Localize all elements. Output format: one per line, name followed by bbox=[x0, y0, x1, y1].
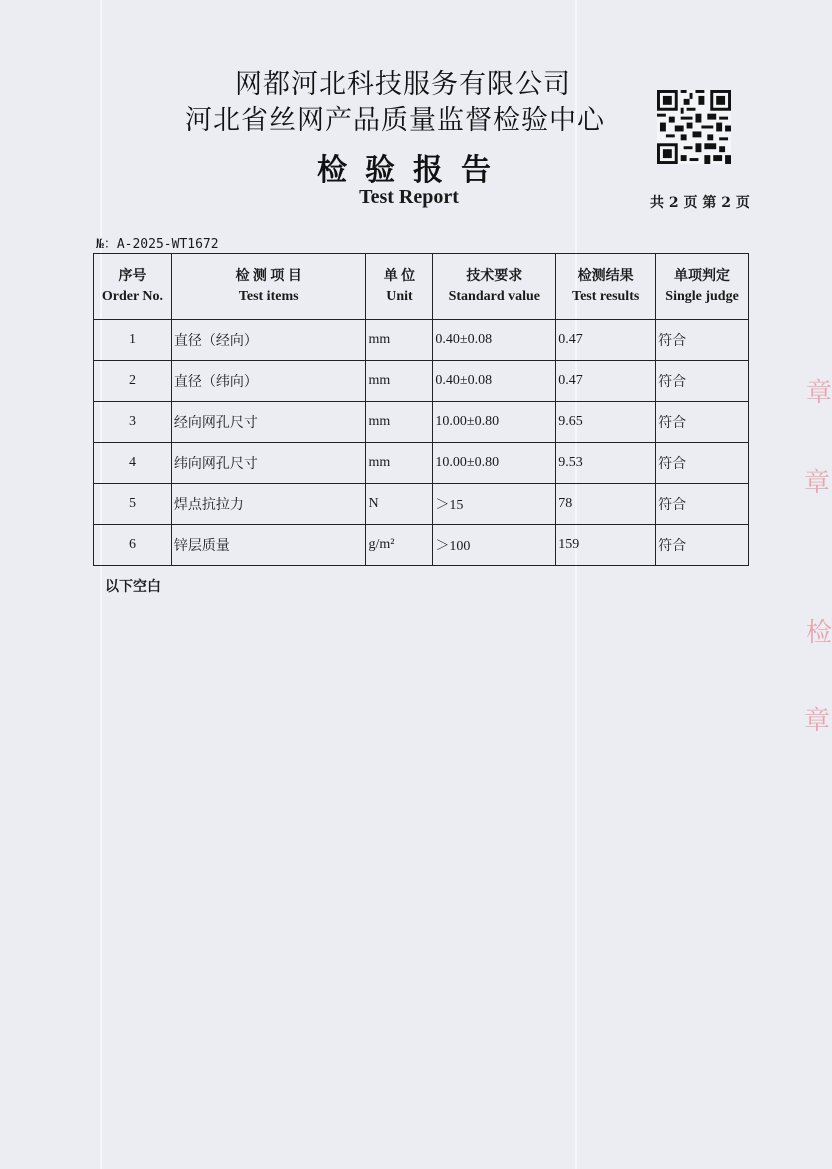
cell-standard: ＞15 bbox=[433, 484, 556, 525]
report-number: №：A-2025-WT1672 bbox=[96, 237, 219, 252]
cell-unit: mm bbox=[366, 402, 433, 443]
table-row bbox=[94, 443, 749, 484]
page-info: 共 2 页 第 2 页 bbox=[650, 195, 750, 211]
cell-judge: 符合 bbox=[656, 361, 749, 402]
table-row bbox=[94, 320, 749, 361]
center-name: 河北省丝网产品质量监督检验中心 bbox=[185, 105, 605, 136]
cell-judge: 符合 bbox=[656, 402, 749, 443]
header-cn: 单项判定 bbox=[674, 268, 731, 284]
cell-order: 1 bbox=[94, 320, 172, 361]
table-row bbox=[94, 525, 749, 566]
cell-item: 纬向网孔尺寸 bbox=[171, 443, 366, 484]
table-header-row bbox=[94, 254, 749, 320]
col-header-result bbox=[556, 254, 656, 320]
header-en: Unit bbox=[386, 288, 413, 304]
header-en: Single judge bbox=[665, 288, 739, 304]
header-cn: 单 位 bbox=[383, 268, 416, 284]
table-row bbox=[94, 361, 749, 402]
table-row bbox=[94, 402, 749, 443]
cell-judge: 符合 bbox=[656, 484, 749, 525]
cell-standard: 0.40±0.08 bbox=[433, 361, 556, 402]
cell-standard: 10.00±0.80 bbox=[433, 443, 556, 484]
cell-order: 6 bbox=[94, 525, 172, 566]
header-en: Test items bbox=[238, 288, 299, 304]
cell-standard: 0.40±0.08 bbox=[433, 320, 556, 361]
cell-item: 焊点抗拉力 bbox=[171, 484, 366, 525]
report-title-en: Test Report bbox=[359, 186, 459, 208]
cell-judge: 符合 bbox=[656, 320, 749, 361]
cell-order: 4 bbox=[94, 443, 172, 484]
header-cn: 检测结果 bbox=[577, 268, 634, 284]
col-header-judge bbox=[656, 254, 749, 320]
cell-standard: ＞100 bbox=[433, 525, 556, 566]
seal-stamp-fragment: 章 bbox=[804, 706, 831, 736]
table-row bbox=[94, 484, 749, 525]
cell-unit: mm bbox=[366, 443, 433, 484]
seal-stamp-fragment: 章 bbox=[804, 468, 831, 498]
cell-item: 直径（经向） bbox=[171, 320, 366, 361]
cell-result: 0.47 bbox=[556, 320, 656, 361]
header-cn: 技术要求 bbox=[466, 268, 523, 284]
seal-stamp-fragment: 检 bbox=[806, 618, 832, 648]
header-en: Order No. bbox=[101, 288, 164, 304]
header-cn: 序号 bbox=[118, 268, 147, 284]
cell-item: 经向网孔尺寸 bbox=[171, 402, 366, 443]
cell-judge: 符合 bbox=[656, 525, 749, 566]
cell-standard: 10.00±0.80 bbox=[433, 402, 556, 443]
cell-item: 直径（纬向） bbox=[171, 361, 366, 402]
cell-unit: mm bbox=[366, 320, 433, 361]
cell-result: 159 bbox=[556, 525, 656, 566]
header-en: Test results bbox=[572, 288, 640, 304]
cell-result: 9.53 bbox=[556, 443, 656, 484]
cell-order: 5 bbox=[94, 484, 172, 525]
header-cn: 检 测 项 目 bbox=[235, 268, 302, 284]
cell-result: 78 bbox=[556, 484, 656, 525]
blank-below-note: 以下空白 bbox=[105, 579, 161, 595]
cell-result: 0.47 bbox=[556, 361, 656, 402]
cell-item: 锌层质量 bbox=[171, 525, 366, 566]
header-en: Standard value bbox=[448, 288, 541, 304]
cell-order: 2 bbox=[94, 361, 172, 402]
cell-unit: mm bbox=[366, 361, 433, 402]
cell-unit: g/m² bbox=[366, 525, 433, 566]
col-header-item bbox=[171, 254, 366, 320]
col-header-order bbox=[94, 254, 172, 320]
cell-order: 3 bbox=[94, 402, 172, 443]
col-header-unit bbox=[366, 254, 433, 320]
cell-unit: N bbox=[366, 484, 433, 525]
cell-judge: 符合 bbox=[656, 443, 749, 484]
report-title-cn: 检验报告 bbox=[317, 153, 509, 188]
col-header-standard bbox=[433, 254, 556, 320]
organization-name: 网都河北科技服务有限公司 bbox=[235, 69, 571, 100]
results-table bbox=[93, 253, 749, 566]
seal-stamp-fragment: 章 bbox=[806, 378, 832, 408]
cell-result: 9.65 bbox=[556, 402, 656, 443]
